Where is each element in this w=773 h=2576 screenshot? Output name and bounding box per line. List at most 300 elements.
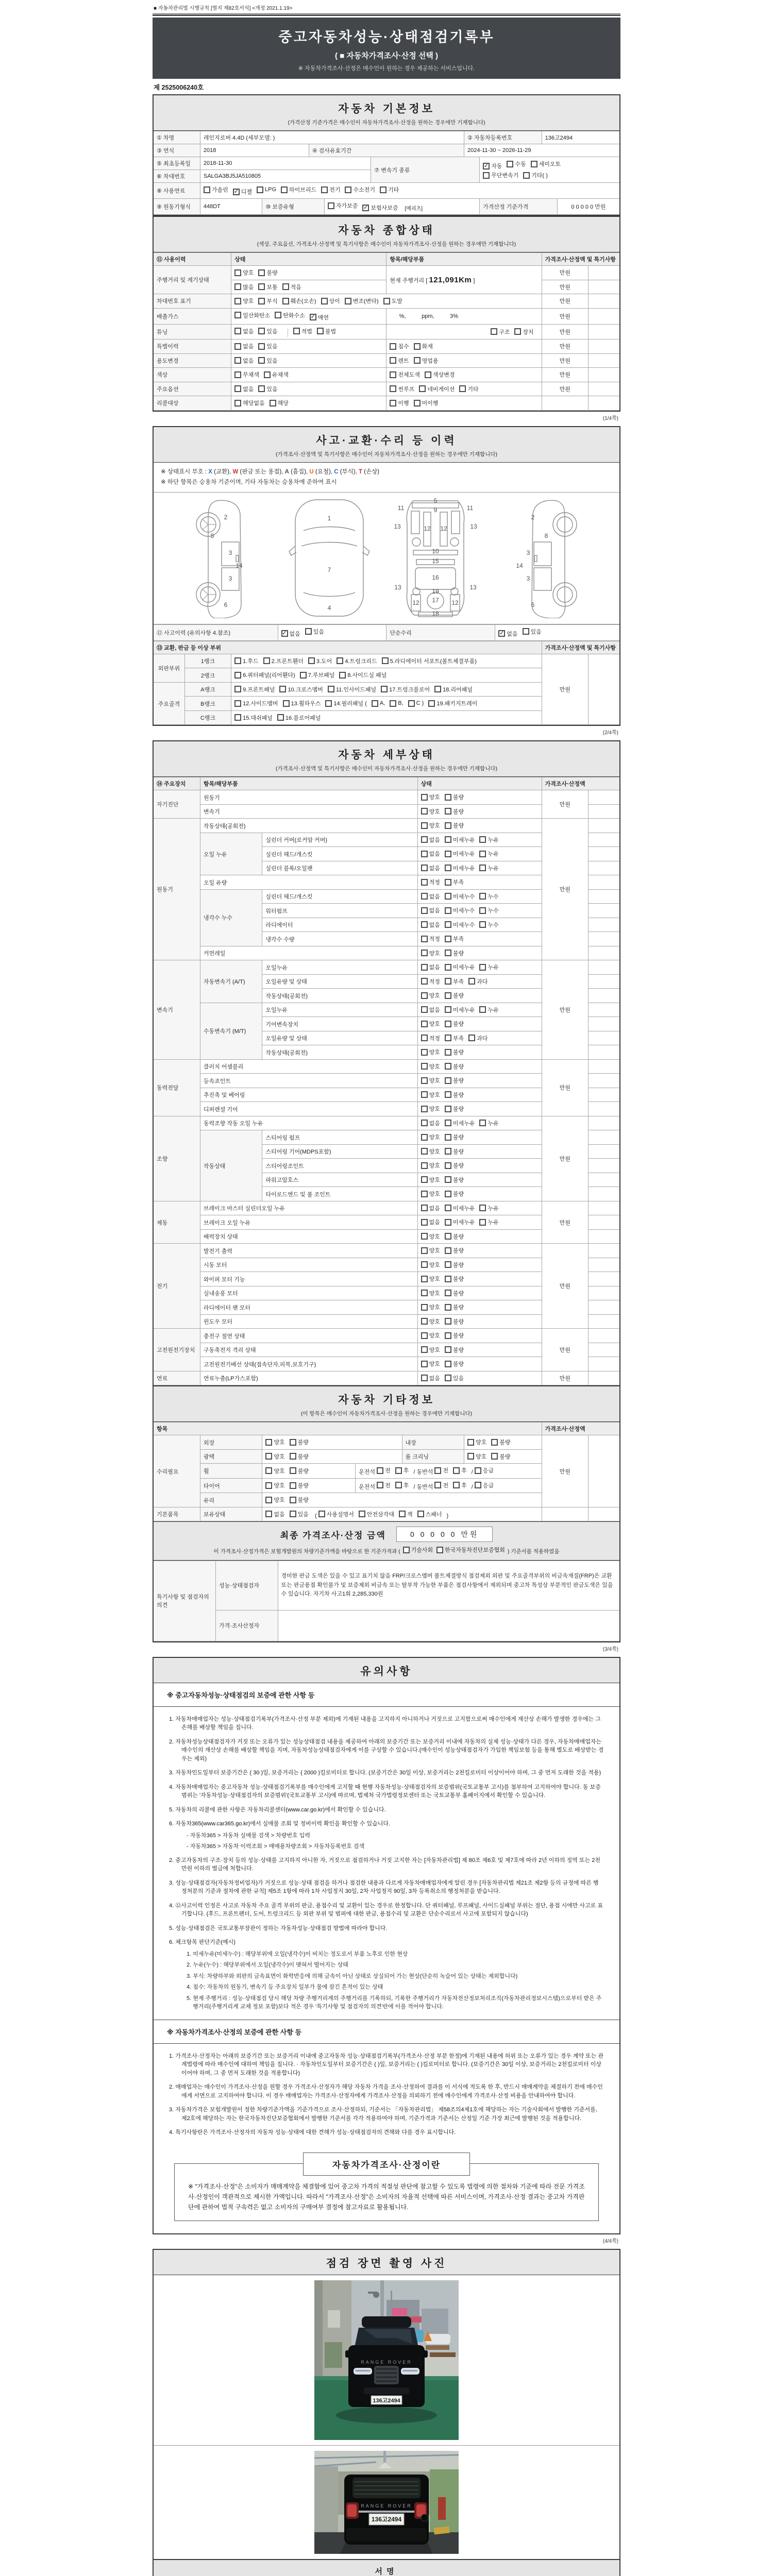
checkbox-부족[interactable]: 부족 (445, 878, 464, 886)
checkbox-미세누유[interactable]: 미세누유 (445, 963, 475, 971)
checkbox-화재[interactable]: 화재 (414, 342, 433, 350)
transmission-label: ⑦ 변속기 종류 (371, 157, 480, 183)
checkbox-없음[interactable]: 없음 (234, 342, 254, 350)
checkbox-불량[interactable]: 불량 (290, 1496, 309, 1504)
empty-box-icon (283, 700, 290, 707)
empty-box-icon (421, 964, 428, 971)
svg-text:14: 14 (236, 562, 243, 569)
checkbox-18.리어패널[interactable]: 18.리어패널 (434, 685, 473, 693)
checkbox-영업용[interactable]: 영업용 (414, 357, 439, 365)
checkbox-없음[interactable]: 없음 (421, 1374, 440, 1382)
checkbox-미이행[interactable]: 미이행 (414, 399, 439, 407)
price-appraisal-infobox (174, 2160, 599, 2221)
checkbox-누유[interactable]: 누유 (479, 864, 498, 872)
checkbox-없음[interactable]: 없음 (421, 1119, 440, 1127)
checkbox-후[interactable]: 후 (453, 1481, 467, 1489)
checkbox-양호[interactable]: 양호 (421, 1176, 440, 1184)
checkbox-불량[interactable]: 불량 (445, 1232, 464, 1241)
checkbox-불량[interactable]: 불량 (445, 1246, 464, 1255)
checkbox-양호[interactable]: 양호 (421, 1261, 440, 1269)
checkbox-보통[interactable]: 보통 (258, 283, 277, 291)
checkbox-구조[interactable]: 구조 (491, 328, 510, 336)
overall-section-title: 자동차 종합상태 (338, 225, 435, 236)
empty-box-icon (421, 1261, 428, 1268)
checkbox-양호[interactable]: 양호 (467, 1452, 486, 1461)
checkbox-9.프론트패널[interactable]: 9.프론트패널 (234, 685, 275, 693)
empty-box-icon (421, 992, 428, 999)
checkbox-불량[interactable]: 불량 (290, 1452, 309, 1461)
checkbox-있음[interactable]: 있음 (258, 385, 277, 393)
checkbox-불량[interactable]: 불량 (445, 949, 464, 957)
checkbox-양호[interactable]: 양호 (421, 1360, 440, 1368)
checkbox-없음[interactable]: 없음 (421, 1218, 440, 1226)
svg-text:13: 13 (469, 583, 477, 591)
empty-box-icon (445, 1346, 451, 1353)
page-marker-2: (2/4쪽) (602, 730, 618, 736)
empty-box-icon (445, 1063, 451, 1070)
empty-box-icon (421, 1049, 428, 1056)
empty-box-icon (263, 657, 270, 664)
checkbox-불량[interactable]: 불량 (445, 1020, 464, 1028)
checkbox-응급[interactable]: 응급 (475, 1466, 494, 1475)
checkbox-해당[interactable]: 해당 (270, 399, 289, 407)
empty-box-icon (445, 1205, 451, 1211)
checkbox-있음[interactable]: 있음 (523, 628, 542, 636)
svg-text:1: 1 (327, 514, 331, 522)
checkbox-양호[interactable]: 양호 (421, 1076, 440, 1084)
checkbox-탄화수소[interactable]: 탄화수소 (275, 311, 305, 319)
checkbox-기술사회[interactable]: 기술사회 (403, 1546, 433, 1554)
empty-box-icon (337, 657, 343, 664)
checkbox-양호[interactable]: 양호 (421, 793, 440, 801)
empty-box-icon (479, 921, 486, 928)
checkbox-불량[interactable]: 불량 (445, 1331, 464, 1340)
checkbox-전기[interactable]: 전기 (321, 185, 340, 194)
etc-info-table: 항목 가격조사·산정액 수리필요 외장 양호 불량 내장 양호 불량 만원 광택 양호 불량 룸 크리닝 양호 불량 휠 양호 불량 운전석 전 후 / 동반석 전 후 / 응급 타이어 양호 불량 운전석 전 후 / 동반석 전 후 / 응급 유리 양호 불량 기본품목 보유상태 없음 있음 ( 사용설명서 안전삼각대 잭 스패너 ) (154, 1422, 619, 1521)
checkbox-없음[interactable]: 없음 (421, 836, 440, 844)
emission-label: 배출가스 (154, 308, 231, 324)
checkbox-자가보증[interactable]: 자가보증 (328, 201, 358, 210)
checkbox-양호[interactable]: 양호 (421, 949, 440, 957)
checkbox-있음[interactable]: 있음 (258, 357, 277, 365)
year-value: 2018 (200, 144, 309, 157)
checkbox-불량[interactable]: 불량 (445, 1303, 464, 1311)
checkbox-적정[interactable]: 적정 (421, 1034, 440, 1042)
checkbox-사용설명서[interactable]: 사용설명서 (318, 1510, 354, 1518)
mileage-price-1: 만원 (542, 266, 588, 280)
empty-box-icon (390, 343, 396, 350)
empty-box-icon (417, 1511, 424, 1517)
checkbox-적음[interactable]: 적음 (282, 283, 301, 291)
empty-box-icon (445, 964, 451, 971)
checkbox-양호[interactable]: 양호 (421, 1020, 440, 1028)
checkbox-불량[interactable]: 불량 (445, 1346, 464, 1354)
checkbox-누유[interactable]: 누유 (479, 836, 498, 844)
checkbox-없음[interactable]: ✓ 없음 (282, 630, 300, 637)
checkbox-없음[interactable]: 없음 (234, 327, 254, 335)
empty-box-icon (421, 1091, 428, 1098)
checkbox-자동[interactable]: ✓ 자동 (484, 162, 502, 170)
special-history-label: 특별이력 (154, 340, 231, 354)
checkbox-후[interactable]: 후 (395, 1481, 409, 1489)
checkbox-잭[interactable]: 잭 (399, 1510, 413, 1518)
checkbox-전[interactable]: 전 (434, 1466, 448, 1475)
group-fuel: 연료 (154, 1371, 200, 1385)
checkbox-누유[interactable]: 누유 (479, 963, 498, 971)
checkbox-누유[interactable]: 누유 (479, 1006, 498, 1014)
checkbox-적정[interactable]: 적정 (421, 977, 440, 986)
checkbox-양호[interactable]: 양호 (421, 1331, 440, 1340)
checkbox-미세누유[interactable]: 미세누유 (445, 836, 475, 844)
code-x: X (208, 468, 212, 475)
checkbox-없음[interactable]: 없음 (421, 963, 440, 971)
empty-box-icon (382, 657, 389, 664)
checkbox-양호[interactable]: 양호 (467, 1438, 486, 1446)
empty-box-icon (445, 921, 451, 928)
checkbox-누유[interactable]: 누유 (479, 1218, 498, 1226)
checkbox-불량[interactable]: 불량 (445, 1076, 464, 1084)
accident-section-title: 사고·교환·수리 등 이력 (316, 434, 457, 447)
inspector-opinion-table (154, 1561, 619, 1641)
checkbox-양호[interactable]: 양호 (421, 991, 440, 999)
inspection-record-document (153, 0, 620, 2576)
sub-mt: 수동변속기 (M/T) (200, 1003, 262, 1059)
checkbox-디젤[interactable]: ✓ 디젤 (233, 188, 253, 195)
checkbox-없음[interactable]: 없음 (421, 921, 440, 929)
basic-section-note: (가격산정 기준가격은 매수인이 자동차가격조사·산정을 원하는 경우에만 기재합니다) (288, 120, 485, 126)
checkbox-1.후드[interactable]: 1.후드 (234, 657, 258, 665)
checkbox-양호[interactable]: 양호 (265, 1438, 284, 1446)
notice-sec2-title: ※ 자동차가격조사·산정의 보증에 관한 사항 등 (154, 2020, 619, 2044)
checkbox-있음[interactable]: 있음 (258, 327, 277, 335)
checkbox-없음[interactable]: 없음 (234, 357, 254, 365)
checkbox-불량[interactable]: 불량 (290, 1438, 309, 1446)
checkbox-불량[interactable]: 불량 (445, 1261, 464, 1269)
checkbox-불량[interactable]: 불량 (290, 1467, 309, 1475)
checkbox-불량[interactable]: 불량 (445, 1360, 464, 1368)
empty-box-icon (383, 298, 390, 304)
checkbox-썬루프[interactable]: 썬루프 (390, 385, 414, 393)
checkbox-불량[interactable]: 불량 (290, 1481, 309, 1489)
checkbox-16.플로어패널[interactable]: 16.플로어패널 (277, 714, 321, 722)
checkbox-미세누수[interactable]: 미세누수 (445, 892, 475, 901)
checkbox-누유[interactable]: 누유 (479, 1119, 498, 1127)
empty-box-icon (479, 1006, 486, 1013)
checkbox-없음[interactable]: 없음 (421, 892, 440, 901)
empty-box-icon (234, 312, 241, 318)
checkbox-무단변속기[interactable]: 무단변속기 (483, 171, 518, 179)
current-mileage: 현재 주행거리 [ 121,091Km ] (386, 266, 542, 294)
checkbox-있음[interactable]: 있음 (258, 342, 277, 350)
empty-box-icon (414, 343, 421, 350)
etc-col-price: 가격조사·산정액 (542, 1422, 619, 1435)
checkbox-수소전기[interactable]: 수소전기 (345, 185, 375, 194)
checkbox-양호[interactable]: 양호 (265, 1496, 284, 1504)
checkbox-기타[interactable]: 기타 (459, 385, 478, 393)
checkbox-과다[interactable]: 과다 (468, 1034, 488, 1042)
checkbox-양호[interactable]: 양호 (421, 821, 440, 829)
title-note: ※ 자동차가격조사·산정은 매수인이 원하는 경우 제공하는 서비스입니다. (298, 65, 475, 72)
checkbox-미세누유[interactable]: 미세누유 (445, 1119, 475, 1127)
checkbox-없음[interactable]: 없음 (421, 1204, 440, 1212)
checkbox-17.트렁크플로어[interactable]: 17.트렁크플로어 (381, 685, 430, 693)
checkbox-미세누수[interactable]: 미세누수 (445, 921, 475, 929)
checkbox-불량[interactable]: 불량 (491, 1452, 510, 1461)
svg-text:3: 3 (526, 549, 530, 556)
svg-text:3: 3 (526, 574, 530, 582)
checkbox-침수[interactable]: 침수 (390, 342, 409, 350)
sub-oil-leak: 오일 누유 (200, 833, 262, 875)
checkbox-양호[interactable]: 양호 (421, 1161, 440, 1170)
empty-box-icon (257, 187, 263, 193)
empty-box-icon (445, 1106, 451, 1112)
checkbox-미세누유[interactable]: 미세누유 (445, 850, 475, 858)
checkbox-렌트[interactable]: 렌트 (390, 357, 409, 365)
final-price-note: 이 가격조사·산정가격은 보험개발원의 차량기준가액을 바탕으로 한 기준가격과 ( 기술사회 한국자동차진단보증협회 ) 기준서를 적용하였음 (154, 1545, 619, 1561)
empty-box-icon (290, 1482, 296, 1489)
checkbox-양호[interactable]: 양호 (421, 1105, 440, 1113)
checkbox-불법[interactable]: 불법 (317, 327, 336, 335)
checkbox-양호[interactable]: 양호 (421, 1133, 440, 1141)
checkbox-색상변경[interactable]: 색상변경 (425, 370, 455, 379)
checkbox-양호[interactable]: 양호 (421, 807, 440, 816)
checkbox-양호[interactable]: 양호 (265, 1467, 284, 1475)
checkbox-미세누유[interactable]: 미세누유 (445, 1204, 475, 1212)
checkbox-불량[interactable]: 불량 (445, 1133, 464, 1141)
notice-title: 유의사항 (360, 1665, 413, 1677)
checkbox-불량[interactable]: 불량 (445, 1275, 464, 1283)
checkbox-불량[interactable]: 불량 (445, 1091, 464, 1099)
checkbox-11.인사이드패널[interactable]: 11.인사이드패널 (328, 685, 376, 693)
checkbox-과다[interactable]: 과다 (468, 977, 488, 986)
main-frame-group: 주요골격 (154, 682, 184, 725)
base-price-value: 0 0 0 0 0 만원 (557, 199, 619, 215)
checkbox-후[interactable]: 후 (395, 1466, 409, 1475)
empty-box-icon (345, 187, 351, 193)
checkbox-양호[interactable]: 양호 (265, 1481, 284, 1489)
empty-box-icon (479, 1219, 486, 1226)
checkbox-불량[interactable]: 불량 (445, 821, 464, 829)
checkbox-없음[interactable]: 없음 (234, 385, 254, 393)
checkbox-한국자동차진단보증협회[interactable]: 한국자동차진단보증협회 (436, 1546, 505, 1554)
checkbox-양호[interactable]: 양호 (265, 1452, 284, 1461)
checkbox-부족[interactable]: 부족 (445, 1034, 464, 1042)
checkbox-해당없음[interactable]: 해당없음 (234, 399, 265, 407)
checkbox-5.라디에이터 서포트(볼트체결부품)[interactable]: 5.라디에이터 서포트(볼트체결부품) (382, 657, 477, 665)
checkbox-10.크로스멤버[interactable]: 10.크로스멤버 (279, 685, 323, 693)
checkbox-수동[interactable]: 수동 (507, 160, 526, 168)
checkbox-8.사이드실 패널[interactable]: 8.사이드실 패널 (339, 671, 386, 679)
checkbox-하이브리드[interactable]: 하이브리드 (281, 185, 316, 194)
svg-text:16: 16 (432, 573, 439, 581)
checkbox-불량[interactable]: 불량 (258, 268, 277, 277)
svg-text:12: 12 (424, 524, 431, 532)
checkbox-전[interactable]: 전 (434, 1481, 448, 1489)
checkbox-기타( )[interactable]: 기타( ) (523, 171, 548, 179)
empty-box-icon (421, 1304, 428, 1311)
checkbox-도말[interactable]: 도말 (383, 297, 402, 305)
checkbox-양호[interactable]: 양호 (421, 1303, 440, 1311)
checkbox-미세누유[interactable]: 미세누유 (445, 1218, 475, 1226)
checkbox-양호[interactable]: 양호 (421, 1147, 440, 1156)
empty-box-icon (421, 907, 428, 914)
checkbox-양호[interactable]: 양호 (234, 268, 254, 277)
checkbox-없음[interactable]: 없음 (421, 850, 440, 858)
svg-text:2: 2 (224, 513, 228, 521)
checkbox-상이[interactable]: 상이 (321, 297, 340, 305)
checkbox-응급[interactable]: 응급 (475, 1481, 494, 1489)
checkbox-매연[interactable]: ✓ 매연 (310, 314, 329, 321)
checkbox-6.쿼터패널(리어휀다)[interactable]: 6.쿼터패널(리어휀다) (234, 671, 295, 679)
checkbox-불량[interactable]: 불량 (445, 1147, 464, 1156)
empty-box-icon (468, 978, 475, 985)
svg-text:4: 4 (327, 604, 331, 612)
checkbox-불량[interactable]: 불량 (445, 991, 464, 999)
checkbox-불량[interactable]: 불량 (445, 1161, 464, 1170)
checkbox-불량[interactable]: 불량 (445, 1317, 464, 1326)
checkbox-4.트렁크리드[interactable]: 4.트렁크리드 (337, 657, 377, 665)
checkbox-불량[interactable]: 불량 (445, 1048, 464, 1056)
checkbox-양호[interactable]: 양호 (421, 1317, 440, 1326)
checkbox-양호[interactable]: 양호 (234, 297, 254, 305)
checkbox-양호[interactable]: 양호 (421, 1190, 440, 1198)
checkbox-미세누수[interactable]: 미세누수 (445, 906, 475, 914)
checkbox-불량[interactable]: 불량 (445, 1176, 464, 1184)
checkbox-누유[interactable]: 누유 (479, 850, 498, 858)
checkbox-미세누유[interactable]: 미세누유 (445, 1006, 475, 1014)
empty-box-icon (428, 700, 435, 707)
checkbox-무채색[interactable]: 무채색 (234, 370, 259, 379)
checkbox-양호[interactable]: 양호 (421, 1346, 440, 1354)
checkbox-변조(변타)[interactable]: 변조(변타) (345, 297, 379, 305)
checkbox-보험사보증[interactable]: ✓ 보험사보증 (363, 204, 398, 211)
checkbox-불량[interactable]: 불량 (445, 807, 464, 816)
checkbox-A,[interactable]: A, (372, 700, 385, 707)
svg-text:6: 6 (224, 601, 228, 608)
empty-box-icon (445, 950, 451, 956)
empty-box-icon (445, 1049, 451, 1056)
empty-box-icon (258, 343, 265, 350)
checkbox-일산화탄소[interactable]: 일산화탄소 (234, 311, 270, 319)
checkbox-있음[interactable]: 있음 (305, 628, 324, 636)
empty-box-icon (421, 1077, 428, 1084)
checkbox-없음[interactable]: 없음 (421, 1006, 440, 1014)
checkbox-없음[interactable]: 없음 (265, 1510, 284, 1518)
checkbox-불량[interactable]: 불량 (445, 1190, 464, 1198)
checkbox-15.대쉬패널[interactable]: 15.대쉬패널 (234, 714, 273, 722)
svg-text:13: 13 (470, 522, 477, 530)
checkbox-부족[interactable]: 부족 (445, 935, 464, 943)
checkbox-적정[interactable]: 적정 (421, 935, 440, 943)
checkbox-전체도색[interactable]: 전체도색 (390, 370, 420, 379)
checkbox-부족[interactable]: 부족 (445, 977, 464, 986)
checkbox-19.패키지트레이[interactable]: 19.패키지트레이 (428, 699, 477, 707)
empty-box-icon (445, 1290, 451, 1296)
checkbox-부식[interactable]: 부식 (258, 297, 277, 305)
empty-box-icon (445, 1276, 451, 1282)
svg-text:12: 12 (440, 524, 447, 532)
checkbox-장치[interactable]: 장치 (514, 328, 533, 336)
checkbox-불량[interactable]: 불량 (491, 1438, 510, 1446)
checkbox-12.사이드멤버[interactable]: 12.사이드멤버 (234, 699, 278, 707)
checkbox-누수[interactable]: 누수 (479, 892, 498, 901)
checkbox-불량[interactable]: 불량 (445, 1062, 464, 1071)
checkbox-불량[interactable]: 불량 (445, 1289, 464, 1297)
checkbox-없음[interactable]: ✓ 없음 (499, 630, 518, 637)
checkbox-세미오토[interactable]: 세미오토 (531, 160, 561, 168)
empty-box-icon (258, 328, 265, 334)
checkbox-7.루브패널[interactable]: 7.루브패널 (300, 671, 335, 679)
checkbox-양호[interactable]: 양호 (421, 1275, 440, 1283)
checkbox-전[interactable]: 전 (377, 1466, 391, 1475)
checkbox-이행[interactable]: 이행 (390, 399, 409, 407)
checkbox-훼손(오손)[interactable]: 훼손(오손) (282, 297, 316, 305)
checkbox-스패너[interactable]: 스패너 (417, 1510, 442, 1518)
svg-text:5: 5 (433, 497, 438, 504)
checkbox-없음[interactable]: 없음 (421, 864, 440, 872)
checkbox-있음[interactable]: 있음 (290, 1510, 309, 1518)
sub-steering-operation: 작동상태 (200, 1130, 262, 1201)
checkbox-있음[interactable]: 있음 (445, 1374, 464, 1382)
checkbox-13.휠하우스[interactable]: 13.휠하우스 (283, 699, 321, 707)
checkbox-네비게이션[interactable]: 네비게이션 (419, 385, 455, 393)
svg-text:14: 14 (516, 562, 523, 569)
checkbox-14.필러패널 ([interactable]: 14.필러패널 ( (325, 699, 367, 707)
checkbox-누유[interactable]: 누유 (479, 1204, 498, 1212)
checkbox-누수[interactable]: 누수 (479, 906, 498, 914)
checkbox-적정[interactable]: 적정 (421, 878, 440, 886)
rankC-label: C랭크 (184, 710, 231, 725)
checkbox-2.프론트휀더[interactable]: 2.프론트휀더 (263, 657, 304, 665)
checkbox-양호[interactable]: 양호 (421, 1091, 440, 1099)
empty-box-icon (421, 1332, 428, 1339)
checkbox-안전삼각대[interactable]: 안전삼각대 (359, 1510, 394, 1518)
checkbox-3.도어[interactable]: 3.도어 (308, 657, 332, 665)
checkbox-양호[interactable]: 양호 (421, 1246, 440, 1255)
empty-box-icon (479, 964, 486, 971)
checkbox-누수[interactable]: 누수 (479, 921, 498, 929)
empty-box-icon (421, 836, 428, 843)
checkbox-LPG[interactable]: LPG (257, 187, 276, 193)
checkbox-B,[interactable]: B, (390, 700, 403, 707)
checkbox-가솔린[interactable]: 가솔린 (204, 185, 228, 194)
checkbox-많음[interactable]: 많음 (234, 283, 254, 291)
reg-no-label: ② 자동차등록번호 (464, 131, 542, 144)
checkbox-불량[interactable]: 불량 (445, 793, 464, 801)
checkbox-미세누유[interactable]: 미세누유 (445, 864, 475, 872)
empty-box-icon (318, 1511, 325, 1517)
checkbox-양호[interactable]: 양호 (421, 1289, 440, 1297)
rank2-label: 2랭크 (184, 668, 231, 683)
checkbox-양호[interactable]: 양호 (421, 1048, 440, 1056)
checkbox-적법[interactable]: 적법 (293, 327, 312, 335)
checkbox-후[interactable]: 후 (453, 1466, 467, 1475)
checkbox-양호[interactable]: 양호 (421, 1232, 440, 1241)
empty-box-icon (421, 879, 428, 886)
checkbox-불량[interactable]: 불량 (445, 1105, 464, 1113)
checkbox-기타[interactable]: 기타 (380, 185, 399, 194)
empty-box-icon (491, 1453, 498, 1460)
empty-box-icon (293, 328, 300, 334)
empty-box-icon (445, 1077, 451, 1084)
checkbox-없음[interactable]: 없음 (421, 906, 440, 914)
checkbox-전[interactable]: 전 (377, 1481, 391, 1489)
checkbox-C )[interactable]: C ) (408, 700, 424, 707)
checkbox-양호[interactable]: 양호 (421, 1062, 440, 1071)
final-price-value: 0 0 0 0 0 만원 (396, 1527, 493, 1542)
checkbox-유채색[interactable]: 유채색 (264, 370, 289, 379)
empty-box-icon (445, 1219, 451, 1226)
